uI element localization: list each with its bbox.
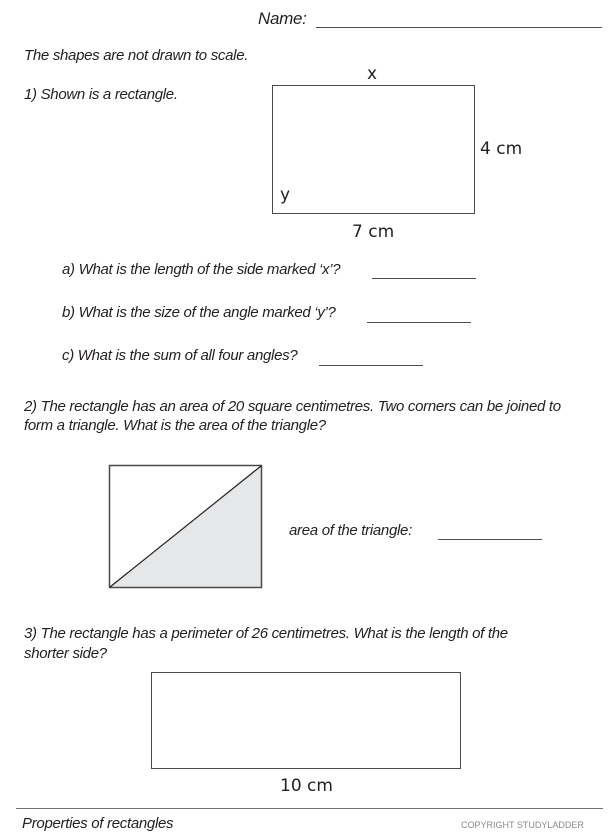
q1-prompt: 1) Shown is a rectangle.: [24, 86, 178, 103]
q1-rectangle: [272, 85, 475, 214]
q2-answer-label: area of the triangle:: [289, 522, 412, 539]
q1-label-width: 7 cm: [352, 222, 395, 242]
name-answer-line[interactable]: [316, 27, 602, 28]
q1-label-y: y: [280, 185, 291, 205]
q1-label-height: 4 cm: [480, 139, 523, 159]
q1b-answer-line[interactable]: [367, 322, 471, 323]
q1a-answer-line[interactable]: [372, 278, 476, 279]
q2-prompt-line1: 2) The rectangle has an area of 20 square centimetres. Two corners can be joined to: [24, 398, 561, 415]
footer-divider: [16, 808, 603, 809]
q1b-text: b) What is the size of the angle marked ‘y’?: [62, 304, 336, 321]
q3-prompt-line1: 3) The rectangle has a perimeter of 26 centimetres. What is the length of the: [24, 625, 508, 642]
footer-title: Properties of rectangles: [22, 815, 174, 832]
q1a-text: a) What is the length of the side marked ‘x’?: [62, 261, 341, 278]
q2-answer-line[interactable]: [438, 539, 542, 540]
q2-rectangle-diagonal-diagram: [108, 464, 264, 589]
q3-rectangle: [151, 672, 461, 769]
name-label: Name:: [258, 9, 307, 28]
q2-prompt-line2: form a triangle. What is the area of the triangle?: [24, 417, 326, 434]
q1c-text: c) What is the sum of all four angles?: [62, 347, 298, 364]
q1c-answer-line[interactable]: [319, 365, 423, 366]
q1-label-x: x: [367, 64, 378, 84]
q3-prompt-line2: shorter side?: [24, 645, 107, 662]
intro-note: The shapes are not drawn to scale.: [24, 47, 249, 64]
footer-copyright: COPYRIGHT STUDYLADDER: [461, 820, 584, 830]
q3-label-length: 10 cm: [280, 776, 333, 796]
